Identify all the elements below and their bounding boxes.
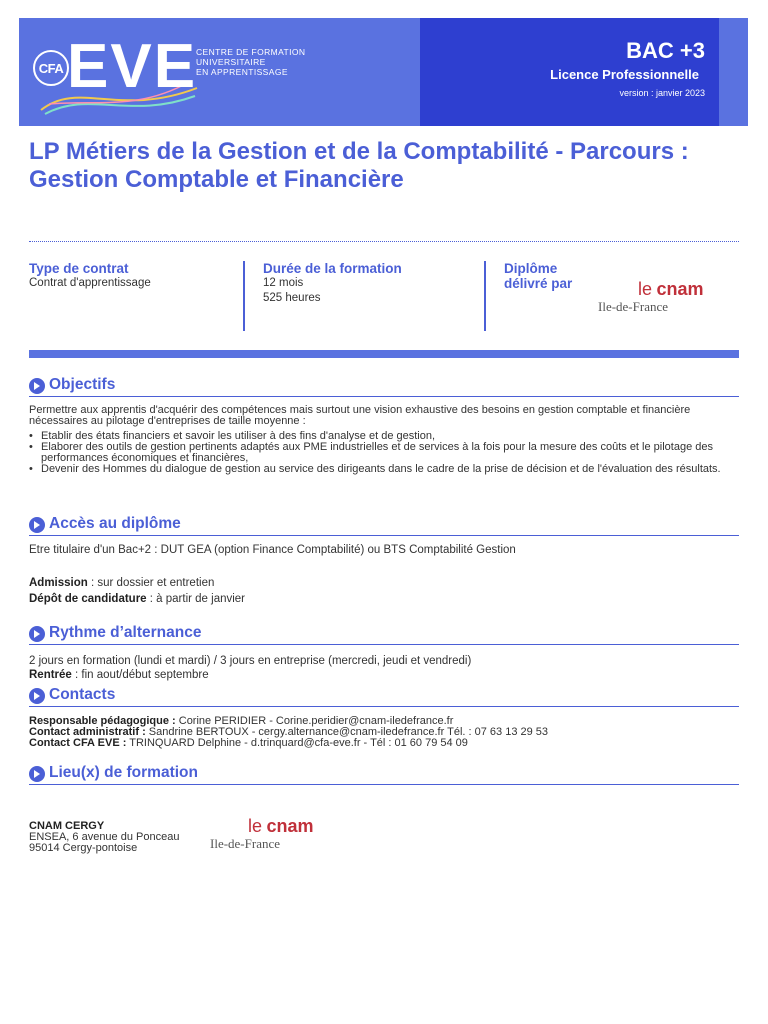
location-postal: 95014 Cergy-pontoise xyxy=(29,842,138,854)
depot-line xyxy=(29,591,739,607)
cnam-logo-le: le xyxy=(638,279,653,299)
rythme-body xyxy=(29,654,739,682)
contract-type-label: Type de contrat xyxy=(29,261,129,276)
location-name: CNAM CERGY xyxy=(29,820,105,832)
contact-value: Corine PERIDIER - Corine.peridier@cnam-iledefrance.fr xyxy=(175,715,454,727)
rythme-schedule: 2 jours en formation (lundi et mardi) / 3 jours en entreprise (mercredi, jeudi et vendredi) xyxy=(29,655,472,667)
depot-value: : à partir de janvier xyxy=(146,593,246,605)
cfa-badge: CFA xyxy=(33,50,69,86)
column-divider xyxy=(484,261,486,331)
cnam-logo-region: Ile-de-France xyxy=(598,299,669,314)
section-header-lieux xyxy=(29,763,739,785)
depot-label: Dépôt de candidature xyxy=(29,593,147,605)
eve-wordmark: EVE xyxy=(67,32,198,101)
training-location xyxy=(29,821,209,854)
objectifs-intro: Permettre aux apprentis d'acquérir des compétences mais surtout une vision exhaustive des besoins en gestion comptable et financière nécessaires au pilotage d'entreprises de taille moyenne : xyxy=(29,404,691,427)
cnam-logo-cnam: cnam xyxy=(656,279,704,299)
duration-months: 12 mois xyxy=(263,277,304,289)
chevron-right-icon xyxy=(29,688,45,704)
chevron-right-icon xyxy=(29,766,45,782)
section-divider-bar xyxy=(29,350,739,358)
header-banner xyxy=(19,18,748,126)
cnam-logo-le: le xyxy=(248,816,263,836)
header-level-panel xyxy=(420,18,719,126)
contact-value: Sandrine BERTOUX - cergy.alternance@cnam-iledefrance.fr Tél. : 07 63 13 29 53 xyxy=(145,726,549,738)
tagline-line: CENTRE DE FORMATION xyxy=(196,47,306,57)
duration-label: Durée de la formation xyxy=(263,261,402,276)
diploma-label-2: délivré par xyxy=(504,276,573,291)
objectifs-body xyxy=(29,405,739,475)
cnam-logo-region: Ile-de-France xyxy=(210,836,281,851)
rentree-value: : fin aout/début septembre xyxy=(71,669,209,681)
logo-tagline xyxy=(196,47,305,77)
section-header-contacts xyxy=(29,685,739,707)
list-item: • Etablir des états financiers et savoir les utiliser à des fins d'analyse et de gestion, xyxy=(29,431,739,442)
page-title: LP Métiers de la Gestion et de la Comptabilité - Parcours : Gestion Comptable et Financière xyxy=(29,138,689,193)
admission-info xyxy=(29,575,739,607)
location-address: ENSEA, 6 avenue du Ponceau xyxy=(29,831,180,843)
contact-item xyxy=(29,738,739,749)
diploma-block xyxy=(504,261,572,291)
column-divider xyxy=(243,261,245,331)
contact-label: Contact CFA EVE : xyxy=(29,737,127,749)
version-date: version : janvier 2023 xyxy=(619,88,705,98)
section-title: Lieu(x) de formation xyxy=(49,764,198,781)
banner-edge xyxy=(719,18,748,126)
section-title: Accès au diplôme xyxy=(49,515,181,532)
acces-requirement: Etre titulaire d'un Bac+2 : DUT GEA (option Finance Comptabilité) ou BTS Comptabilité Gestion xyxy=(29,544,516,556)
rentree-line xyxy=(29,668,739,682)
list-item: • Elaborer des outils de gestion pertinents adaptés aux PME industrielles et de services à la fois pour la mesure des coûts et le pilotage des performances économiques et financières, xyxy=(29,442,739,464)
admission-line xyxy=(29,575,739,591)
contract-type-block xyxy=(29,261,151,291)
admission-label: Admission xyxy=(29,577,88,589)
section-title: Rythme d’alternance xyxy=(49,624,202,641)
cnam-logo-cnam: cnam xyxy=(266,816,314,836)
contacts-list xyxy=(29,716,739,749)
section-header-acces xyxy=(29,514,739,536)
contract-type-value: Contrat d'apprentissage xyxy=(29,277,151,289)
section-title: Contacts xyxy=(49,686,116,703)
contact-value: TRINQUARD Delphine - d.trinquard@cfa-eve.fr - Tél : 01 60 79 54 09 xyxy=(126,737,468,749)
tagline-line: EN APPRENTISSAGE xyxy=(196,67,288,77)
section-header-objectifs xyxy=(29,375,739,397)
diploma-label: Diplôme xyxy=(504,261,558,276)
cnam-logo xyxy=(598,280,704,314)
dotted-divider xyxy=(29,241,739,242)
section-header-rythme xyxy=(29,623,739,645)
section-title: Objectifs xyxy=(49,376,116,393)
duration-block xyxy=(263,261,402,306)
cfa-eve-logo xyxy=(29,32,199,116)
contact-label: Contact administratif : xyxy=(29,726,146,738)
chevron-right-icon xyxy=(29,626,45,642)
level-badge: BAC +3 xyxy=(626,38,705,63)
duration-hours: 525 heures xyxy=(263,292,321,304)
objectifs-list xyxy=(29,431,739,475)
admission-value: : sur dossier et entretien xyxy=(87,577,215,589)
list-item: • Devenir des Hommes du dialogue de gestion au service des dirigeants dans le cadre de la prise de décision et de l'évaluation des résultats. xyxy=(29,464,739,475)
tagline-line: UNIVERSITAIRE xyxy=(196,57,266,67)
degree-type: Licence Professionnelle xyxy=(550,67,699,82)
contact-label: Responsable pédagogique : xyxy=(29,715,176,727)
cnam-logo-location xyxy=(210,817,314,851)
chevron-right-icon xyxy=(29,378,45,394)
rentree-label: Rentrée xyxy=(29,669,72,681)
chevron-right-icon xyxy=(29,517,45,533)
